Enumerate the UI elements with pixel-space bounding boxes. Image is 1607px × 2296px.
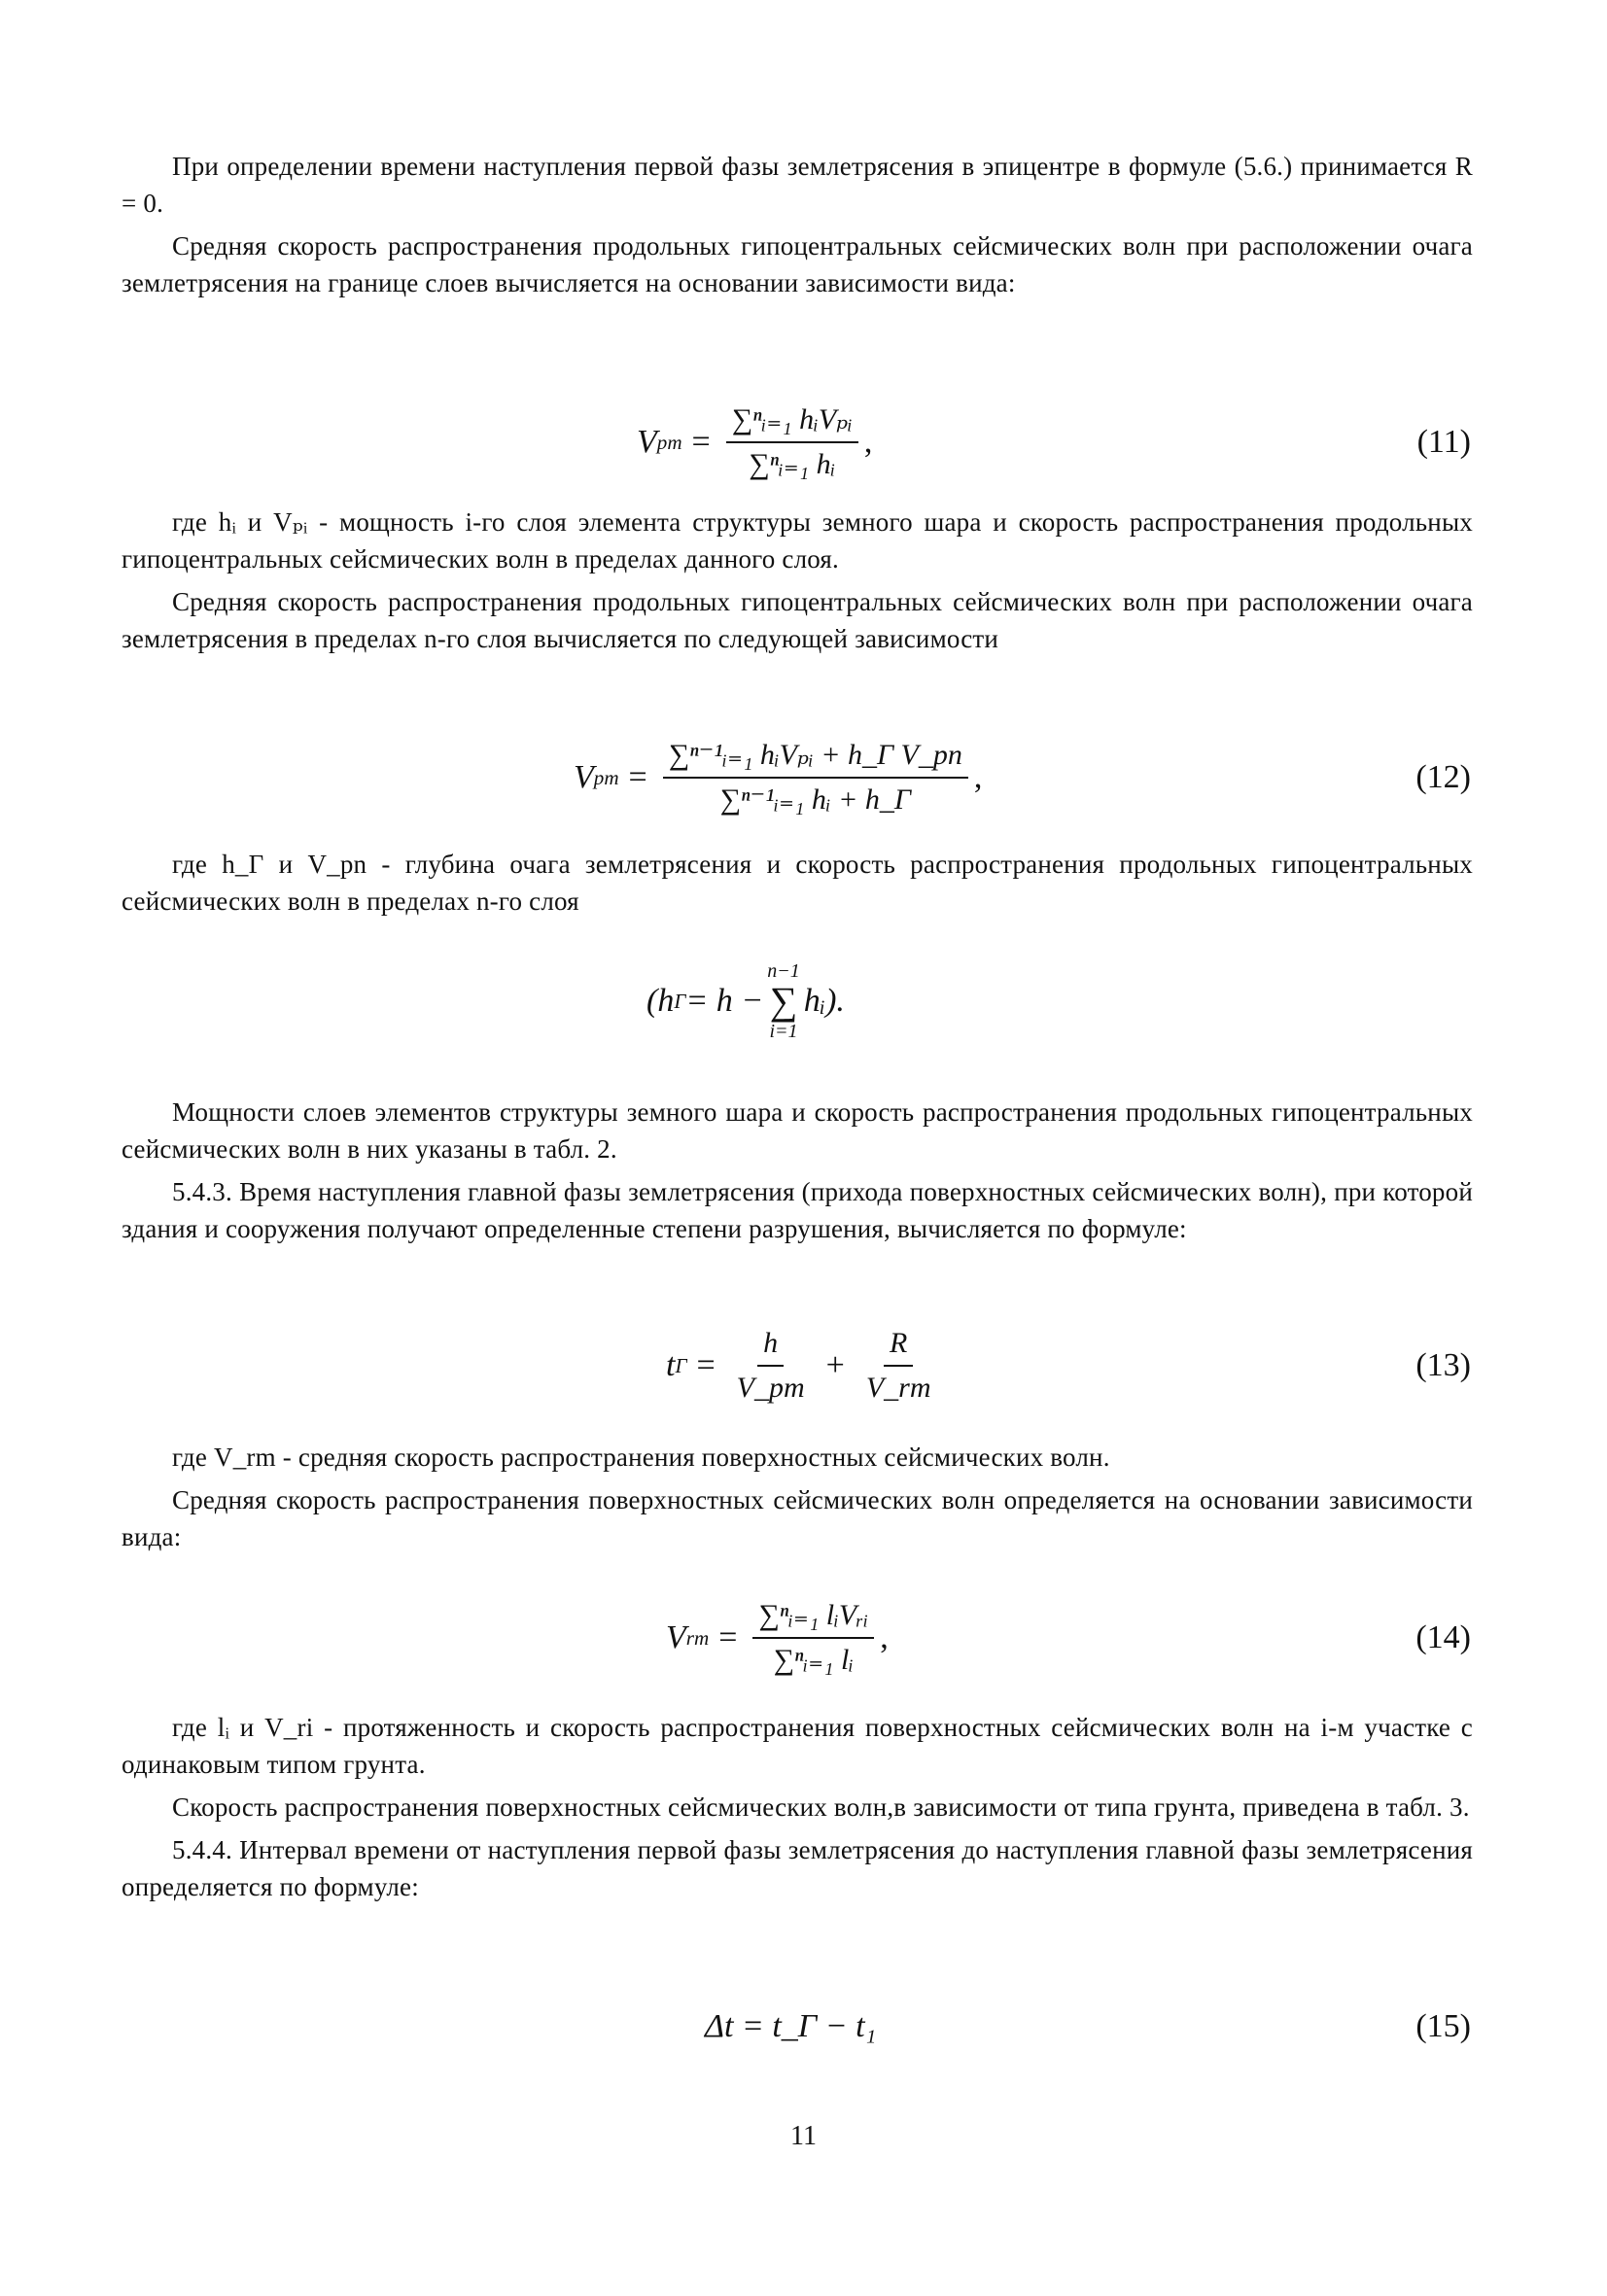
formula-13-plus: + [825, 1347, 845, 1383]
text-block-surface-waves [122, 1439, 1473, 1555]
text-block-layer [122, 504, 1473, 657]
formula-14-numerator: ∑ⁿᵢ₌₁ lᵢVᵣᵢ [752, 1594, 874, 1639]
formula-hr-sum-upper: n−1 [767, 960, 800, 982]
formula-13-numerator-2: R [884, 1322, 913, 1367]
formula-11-comma: , [863, 424, 873, 460]
formula-13-number: (13) [1415, 1347, 1471, 1383]
formula-12 [0, 724, 1607, 831]
formula-12-number: (12) [1415, 759, 1471, 795]
formula-hr-right: hᵢ). [803, 983, 845, 1019]
paragraph-surface-mean-velocity: Средняя скорость распространения поверхностных сейсмических волн определяется на основании зависимости вида: [122, 1485, 1473, 1551]
formula-12-comma: , [973, 759, 983, 795]
formula-11-lhs-sub: pm [656, 430, 682, 454]
formula-11-denominator: ∑ⁿᵢ₌₁ hᵢ [749, 448, 836, 480]
formula-11-number: (11) [1416, 424, 1471, 460]
formula-hr-mid: = h − [685, 983, 764, 1019]
paragraph-segment-definitions: где lᵢ и V_ri - протяженность и скорость распространения поверхностных сейсмических волн на i-м участке с одинаковым типом грунта. [122, 1713, 1473, 1779]
page-number: 11 [790, 2121, 817, 2151]
formula-hr-sum-sign: ∑ [769, 979, 798, 1023]
formula-hr-left: (h [646, 983, 675, 1019]
formula-hr-left-sub: Г [674, 989, 686, 1013]
formula-14-denominator: ∑ⁿᵢ₌₁ lᵢ [773, 1644, 855, 1676]
formula-hr-sum-lower: i=1 [769, 1021, 798, 1042]
formula-12-lhs: V [574, 759, 594, 795]
formula-11-fraction [726, 399, 858, 486]
formula-11-equals: = [691, 424, 711, 460]
formula-13-equals: = [696, 1347, 716, 1383]
formula-13-fraction-2 [860, 1322, 937, 1409]
formula-11-lhs: V [637, 424, 657, 460]
paragraph-interval: 5.4.4. Интервал времени от наступления первой фазы землетрясения до наступления главной фазы землетрясения определяется по формуле: [122, 1835, 1473, 1901]
formula-13-denominator-2: V_rm [865, 1372, 931, 1404]
paragraph-first-phase: При определении времени наступления первой фазы землетрясения в эпицентре в формуле (5.6.) принимается R = 0. [122, 152, 1473, 218]
formula-12-numerator: ∑ⁿ⁻¹ᵢ₌₁ hᵢVₚᵢ + h_Г V_pn [663, 734, 968, 779]
text-block-intro [122, 148, 1473, 301]
formula-14 [0, 1584, 1607, 1691]
paragraph-layer-thickness-table: Мощности слоев элементов структуры земного шара и скорость распространения продольных гипоцентральных сейсмических волн в них указаны в табл. 2. [122, 1097, 1473, 1164]
formula-14-comma: , [880, 1619, 889, 1655]
paragraph-mean-velocity-boundary: Средняя скорость распространения продольных гипоцентральных сейсмических волн при расположении очага землетрясения на границе слоев вычисляется на основании зависимости вида: [122, 231, 1473, 297]
text-block-main-phase [122, 1094, 1473, 1247]
text-block-focus-depth [122, 846, 1473, 920]
paragraph-focus-depth: где h_Г и V_pn - глубина очага землетрясения и скорость распространения продольных гипоцентральных сейсмических волн в пределах n-го слоя [122, 850, 1473, 916]
formula-12-denominator: ∑ⁿ⁻¹ᵢ₌₁ hᵢ + h_Г [719, 783, 911, 816]
formula-13-numerator-1: h [757, 1322, 784, 1367]
formula-11-numerator: ∑ⁿᵢ₌₁ hᵢVₚᵢ [726, 399, 858, 443]
paragraph-main-phase-time: 5.4.3. Время наступления главной фазы землетрясения (прихода поверхностных сейсмических волн), при которой здания и сооружения получают определенные степени разрушения, вычисляется по формуле: [122, 1177, 1473, 1243]
formula-13-fraction-1 [731, 1322, 811, 1409]
text-block-interval [122, 1709, 1473, 1905]
formula-15-number: (15) [1415, 2008, 1471, 2044]
paragraph-surface-velocity: где V_rm - средняя скорость распространения поверхностных сейсмических волн. [172, 1443, 1110, 1472]
formula-12-lhs-sub: pm [593, 765, 619, 789]
formula-hr-sum [767, 960, 800, 1042]
formula-15 [0, 1973, 1607, 2080]
formula-focus-depth [0, 948, 1607, 1055]
paragraph-layer-definitions: где hᵢ и Vₚᵢ - мощность i-го слоя элемента структуры земного шара и скорость распространения продольных гипоцентральных сейсмических волн в пределах данного слоя. [122, 507, 1473, 574]
formula-13-denominator-1: V_pm [736, 1372, 805, 1404]
formula-11 [0, 389, 1607, 496]
paragraph-soil-table: Скорость распространения поверхностных сейсмических волн,в зависимости от типа грунта, приведена в табл. 3. [172, 1792, 1470, 1822]
formula-13 [0, 1312, 1607, 1419]
formula-14-equals: = [718, 1619, 738, 1655]
formula-13-lhs: t [666, 1347, 676, 1383]
paragraph-mean-velocity-nth-layer: Средняя скорость распространения продольных гипоцентральных сейсмических волн при расположении очага землетрясения в пределах n-го слоя вычисляется по следующей зависимости [122, 587, 1473, 653]
formula-13-lhs-sub: Г [675, 1353, 687, 1377]
formula-14-lhs: V [666, 1619, 686, 1655]
formula-14-lhs-sub: rm [685, 1625, 710, 1650]
formula-14-number: (14) [1415, 1619, 1471, 1655]
formula-12-equals: = [628, 759, 647, 795]
formula-14-fraction [752, 1594, 874, 1682]
formula-12-fraction [663, 734, 968, 821]
formula-15-expression: Δt = t_Г − t₁ [705, 2008, 877, 2044]
